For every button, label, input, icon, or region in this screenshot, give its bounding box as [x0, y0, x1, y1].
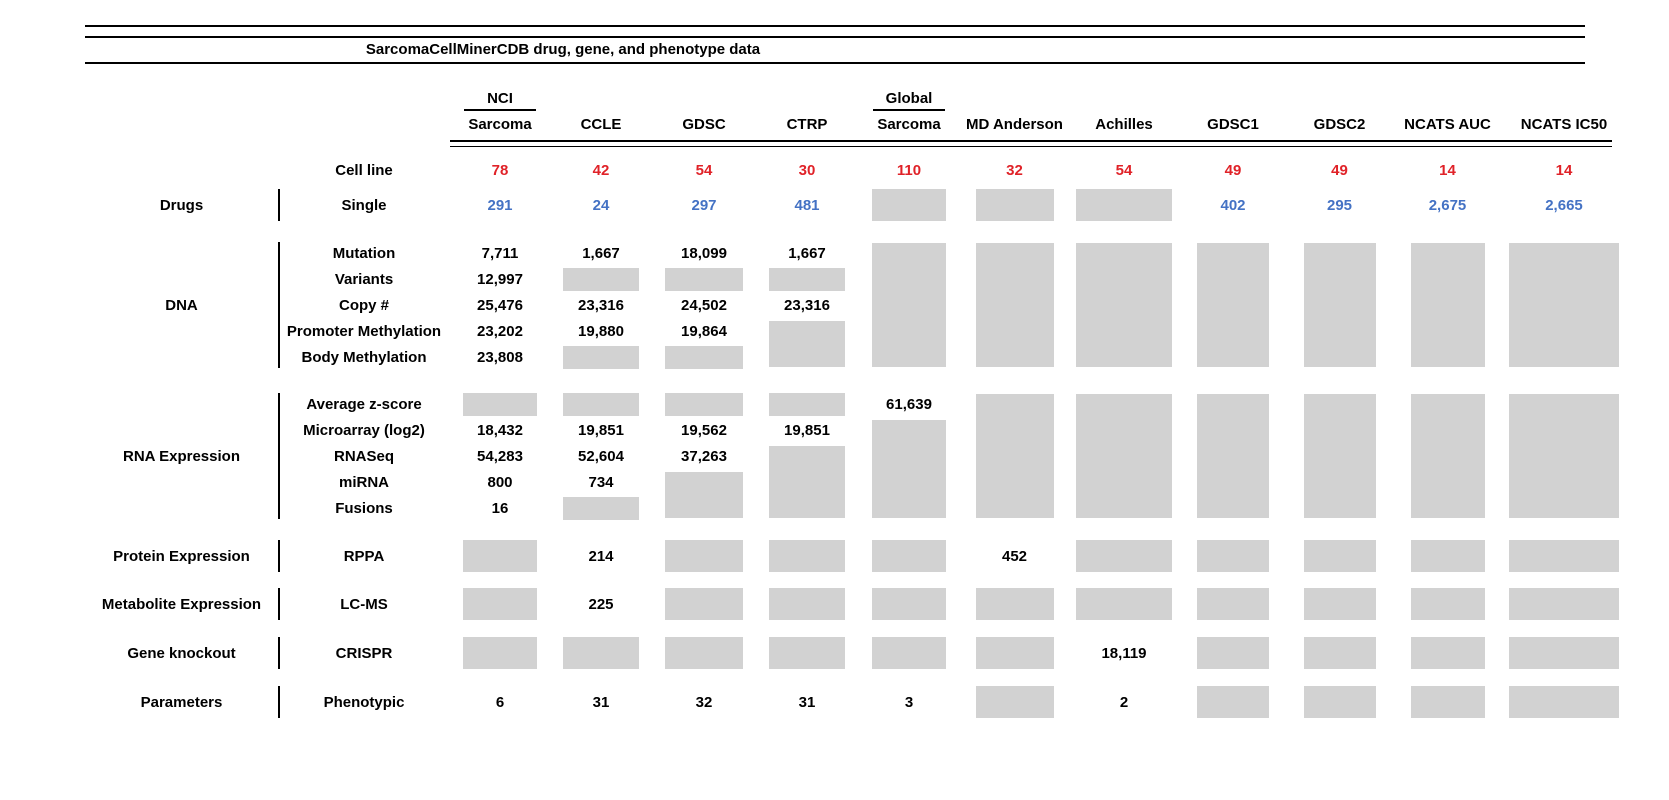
no-data-box-wrap [1179, 635, 1287, 671]
no-data-box-wrap [652, 586, 756, 622]
no-data-box [1411, 540, 1485, 572]
no-data-box [563, 637, 639, 669]
no-data-box-wrap [858, 586, 960, 622]
no-data-box [1411, 394, 1485, 518]
section-gene-knockout [85, 635, 1625, 671]
no-data-box-wrap [960, 187, 1069, 223]
no-data-box-wrap [858, 538, 960, 574]
data-value: 23,316 [784, 296, 830, 314]
no-data-box [463, 393, 537, 416]
column-header-7: GDSC1 [1207, 115, 1259, 133]
row-label: miRNA [338, 473, 389, 491]
no-data-box-wrap [1503, 391, 1625, 521]
no-data-box-wrap [450, 586, 550, 622]
column-header-9: NCATS AUC [1404, 115, 1491, 133]
data-value: 19,880 [578, 322, 624, 340]
no-data-box-wrap [652, 469, 756, 521]
data-value: 54,283 [477, 447, 523, 465]
no-data-box [1509, 243, 1619, 367]
data-value: 402 [1220, 196, 1246, 214]
no-data-box [976, 588, 1054, 620]
no-data-box-wrap [652, 266, 756, 292]
data-value: 225 [588, 595, 614, 613]
data-value: 19,562 [681, 421, 727, 439]
no-data-box [769, 588, 845, 620]
no-data-box-wrap [1503, 538, 1625, 574]
no-data-box [1304, 394, 1376, 518]
no-data-box [1076, 588, 1172, 620]
section-protein-expression [85, 538, 1625, 574]
no-data-box [1197, 540, 1269, 572]
cell-line-count: 78 [491, 161, 509, 179]
data-value: 31 [798, 693, 816, 711]
no-data-box-wrap [1179, 684, 1287, 720]
cell-line-count: 30 [798, 161, 816, 179]
no-data-box [665, 540, 743, 572]
section-divider-line [278, 637, 280, 669]
cell-line-count: 14 [1555, 161, 1573, 179]
data-value: 19,851 [578, 421, 624, 439]
data-value: 1,667 [582, 244, 620, 262]
no-data-box-wrap [1392, 684, 1503, 720]
no-data-box-wrap [550, 635, 652, 671]
no-data-box [665, 588, 743, 620]
no-data-box [1411, 243, 1485, 367]
section-rna-expression [85, 391, 1625, 521]
no-data-box [563, 393, 639, 416]
row-label: CRISPR [335, 644, 393, 662]
no-data-box [665, 637, 743, 669]
no-data-box [1304, 686, 1376, 718]
no-data-box [1197, 686, 1269, 718]
column-header-0: Sarcoma [468, 115, 532, 133]
cell-line-count: 32 [1006, 161, 1023, 179]
no-data-box-wrap [652, 538, 756, 574]
no-data-box-wrap [756, 391, 858, 417]
no-data-box [976, 637, 1054, 669]
no-data-box-wrap [652, 344, 756, 370]
column-header-top-label: Global [885, 90, 933, 107]
data-value: 2,675 [1428, 196, 1467, 214]
data-value: 2 [1119, 693, 1129, 711]
no-data-box [769, 446, 845, 518]
data-value: 18,099 [681, 244, 727, 262]
no-data-box-wrap [550, 344, 652, 370]
no-data-box [769, 637, 845, 669]
no-data-box-wrap [1287, 635, 1392, 671]
no-data-box-wrap [1503, 240, 1625, 370]
data-value: 52,604 [578, 447, 624, 465]
no-data-box-wrap [1503, 586, 1625, 622]
no-data-box [769, 268, 845, 291]
no-data-box [563, 497, 639, 520]
no-data-box [1304, 243, 1376, 367]
no-data-box [1509, 540, 1619, 572]
no-data-box-wrap [1179, 391, 1287, 521]
no-data-box [1304, 637, 1376, 669]
no-data-box-wrap [1287, 586, 1392, 622]
section-divider-line [278, 540, 280, 572]
no-data-box [872, 189, 946, 221]
row-label: Mutation [332, 244, 396, 262]
data-value: 1,667 [788, 244, 826, 262]
row-label: RPPA [343, 547, 385, 565]
no-data-box [1076, 243, 1172, 367]
no-data-box [976, 394, 1054, 518]
no-data-box-wrap [1392, 391, 1503, 521]
header-double-rule [450, 140, 1612, 147]
no-data-box [1509, 588, 1619, 620]
cell-line-count: 14 [1439, 161, 1456, 179]
cell-line-row [85, 156, 1625, 184]
section-divider-line [278, 686, 280, 718]
section-divider-line [278, 393, 280, 519]
no-data-box [1509, 637, 1619, 669]
row-label: RNASeq [333, 447, 394, 465]
no-data-box-wrap [960, 635, 1069, 671]
no-data-box [1076, 394, 1172, 518]
no-data-box-wrap [858, 240, 960, 370]
no-data-box [872, 588, 946, 620]
no-data-box-wrap [756, 586, 858, 622]
sarcoma-cellminer-figure [85, 25, 1625, 720]
section-drugs [85, 187, 1625, 223]
no-data-box-wrap [1392, 635, 1503, 671]
no-data-box-wrap [1179, 586, 1287, 622]
no-data-box-wrap [1069, 586, 1179, 622]
data-value: 295 [1326, 196, 1353, 214]
no-data-box [1304, 588, 1376, 620]
group-label-dna: DNA [165, 296, 198, 314]
column-header-2: GDSC [682, 115, 726, 133]
column-header-10: NCATS IC50 [1520, 115, 1608, 133]
data-value: 18,119 [1101, 644, 1147, 662]
row-label: Microarray (log2) [303, 421, 425, 439]
no-data-box-wrap [960, 240, 1069, 370]
top-rule [85, 25, 1585, 27]
no-data-box [563, 268, 639, 291]
no-data-box [1197, 394, 1269, 518]
no-data-box-wrap [858, 417, 960, 521]
no-data-box [1509, 686, 1619, 718]
no-data-box-wrap [756, 318, 858, 370]
group-label-metabolite-expression: Metabolite Expression [101, 595, 262, 613]
no-data-box-wrap [450, 635, 550, 671]
no-data-box [1076, 189, 1172, 221]
no-data-box [1411, 637, 1485, 669]
figure-title: SarcomaCellMinerCDB drug, gene, and phenotype data [365, 40, 761, 58]
data-value: 23,808 [477, 348, 523, 366]
row-label: Fusions [335, 499, 393, 517]
no-data-box [463, 588, 537, 620]
no-data-box-wrap [1392, 586, 1503, 622]
no-data-box [665, 268, 743, 291]
no-data-box-wrap [1069, 538, 1179, 574]
row-label: Average z-score [306, 395, 422, 413]
section-divider-line [278, 242, 280, 368]
section-dna [85, 240, 1625, 370]
no-data-box-wrap [858, 635, 960, 671]
data-value: 800 [487, 473, 513, 491]
cell-line-count: 54 [1115, 161, 1133, 179]
no-data-box-wrap [550, 266, 652, 292]
group-label-protein-expression: Protein Expression [113, 547, 250, 565]
data-value: 16 [491, 499, 509, 517]
cell-line-label: Cell line [335, 161, 393, 179]
no-data-box-wrap [1179, 538, 1287, 574]
data-value: 6 [495, 693, 505, 711]
no-data-box [872, 420, 946, 518]
row-label: Single [341, 196, 387, 214]
data-value: 61,639 [886, 395, 932, 413]
no-data-box-wrap [960, 391, 1069, 521]
no-data-box [1197, 588, 1269, 620]
row-label: Copy # [338, 296, 389, 314]
no-data-box [665, 393, 743, 416]
group-label-parameters: Parameters [140, 693, 223, 711]
no-data-box-wrap [1287, 538, 1392, 574]
data-value: 12,997 [477, 270, 523, 288]
data-value: 23,202 [477, 322, 523, 340]
section-metabolite-expression [85, 586, 1625, 622]
no-data-box [976, 686, 1054, 718]
no-data-box-wrap [756, 266, 858, 292]
no-data-box-wrap [1287, 391, 1392, 521]
cell-line-count: 49 [1224, 161, 1242, 179]
cell-line-count: 54 [695, 161, 713, 179]
column-header-6: Achilles [1095, 115, 1153, 133]
no-data-box-wrap [756, 538, 858, 574]
no-data-box-wrap [450, 391, 550, 417]
no-data-box-wrap [1287, 684, 1392, 720]
section-parameters [85, 684, 1625, 720]
cell-line-count: 110 [896, 161, 922, 179]
column-header-3: CTRP [786, 115, 828, 133]
cell-line-count: 49 [1331, 161, 1348, 179]
data-value: 7,711 [481, 244, 519, 262]
column-header-row [85, 77, 1625, 137]
column-header-1: CCLE [580, 115, 622, 133]
cell-line-count: 42 [592, 161, 610, 179]
table-body [85, 187, 1625, 720]
data-value: 31 [592, 693, 610, 711]
data-value: 25,476 [477, 296, 523, 314]
no-data-box [976, 189, 1054, 221]
no-data-box-wrap [1392, 538, 1503, 574]
no-data-box-wrap [858, 187, 960, 223]
column-header-4: Sarcoma [877, 115, 941, 133]
no-data-box [872, 637, 946, 669]
column-header-5: MD Anderson [966, 115, 1063, 133]
no-data-box [872, 540, 946, 572]
no-data-box [1411, 686, 1485, 718]
no-data-box-wrap [960, 684, 1069, 720]
data-value: 291 [487, 196, 513, 214]
data-value: 214 [588, 547, 614, 565]
data-value: 37,263 [681, 447, 727, 465]
no-data-box [1509, 394, 1619, 518]
row-label: LC-MS [340, 595, 388, 613]
data-value: 19,851 [784, 421, 830, 439]
no-data-box-wrap [550, 495, 652, 521]
no-data-box [1076, 540, 1172, 572]
no-data-box [1197, 637, 1269, 669]
no-data-box [463, 637, 537, 669]
group-label-drugs: Drugs [159, 196, 204, 214]
column-header-top-4 [858, 77, 960, 111]
column-header-8: GDSC2 [1313, 115, 1366, 133]
no-data-box-wrap [652, 391, 756, 417]
no-data-box-wrap [1392, 240, 1503, 370]
no-data-box-wrap [1179, 240, 1287, 370]
column-header-top-0 [450, 77, 550, 111]
data-value: 3 [904, 693, 914, 711]
column-header-top-label: NCI [487, 90, 513, 107]
no-data-box-wrap [1069, 240, 1179, 370]
section-divider-line [278, 588, 280, 620]
no-data-box-wrap [960, 586, 1069, 622]
data-value: 24 [592, 196, 610, 214]
row-label: Promoter Methylation [286, 322, 442, 340]
section-divider-line [278, 189, 280, 221]
data-value: 23,316 [578, 296, 624, 314]
no-data-box-wrap [1503, 635, 1625, 671]
row-label: Body Methylation [301, 348, 427, 366]
no-data-box [1197, 243, 1269, 367]
no-data-box [976, 243, 1054, 367]
no-data-box [463, 540, 537, 572]
no-data-box [769, 393, 845, 416]
no-data-box [563, 346, 639, 369]
data-value: 452 [1001, 547, 1028, 565]
no-data-box [1411, 588, 1485, 620]
no-data-box [769, 540, 845, 572]
no-data-box [872, 243, 946, 367]
group-label-gene-knockout: Gene knockout [127, 644, 236, 662]
no-data-box [769, 321, 845, 367]
no-data-box [665, 472, 743, 518]
data-value: 32 [695, 693, 713, 711]
data-value: 19,864 [681, 322, 727, 340]
no-data-box-wrap [450, 538, 550, 574]
no-data-box [1304, 540, 1376, 572]
data-value: 734 [588, 473, 614, 491]
data-value: 2,665 [1545, 196, 1583, 214]
no-data-box-wrap [550, 391, 652, 417]
title-bottom-rule [85, 62, 1585, 65]
no-data-box-wrap [1287, 240, 1392, 370]
no-data-box-wrap [1069, 391, 1179, 521]
data-value: 24,502 [681, 296, 727, 314]
no-data-box-wrap [652, 635, 756, 671]
no-data-box-wrap [756, 635, 858, 671]
data-value: 18,432 [477, 421, 523, 439]
row-label: Phenotypic [323, 693, 405, 711]
data-value: 481 [794, 196, 820, 214]
no-data-box-wrap [1069, 187, 1179, 223]
group-label-rna-expression: RNA Expression [123, 447, 240, 465]
no-data-box [665, 346, 743, 369]
row-label: Variants [334, 270, 394, 288]
no-data-box-wrap [756, 443, 858, 521]
no-data-box-wrap [1503, 684, 1625, 720]
data-value: 297 [691, 196, 717, 214]
